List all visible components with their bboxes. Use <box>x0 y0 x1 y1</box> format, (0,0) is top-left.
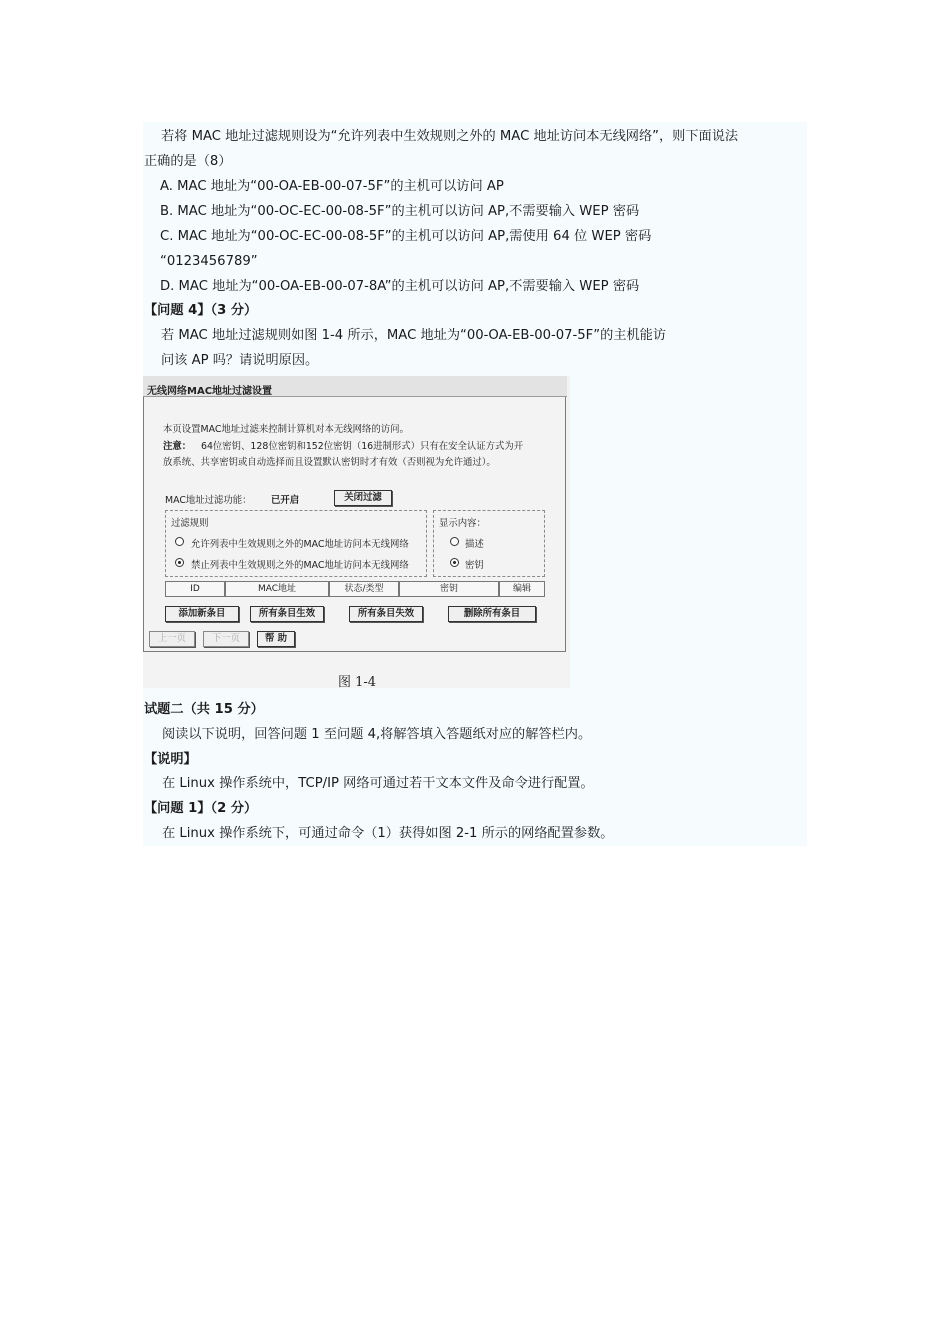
disable-all-button[interactable]: 所有条目失效 <box>349 606 423 622</box>
explain-heading: 【说明】 <box>144 752 197 767</box>
question3-stem-line2: 正确的是（8） <box>144 154 232 169</box>
option-c-continued: “0123456789” <box>160 254 258 269</box>
option-d: D. MAC 地址为“00-OA-EB-00-07-8A”的主机可以访问 AP,不需要输入 WEP 密码 <box>160 279 640 294</box>
column-header-mac: MAC地址 <box>225 581 329 597</box>
column-header-id: ID <box>165 581 225 597</box>
q4-text-line1: 若 MAC 地址过滤规则如图 1-4 所示，MAC 地址为“00-OA-EB-00-07-5F”的主机能访 <box>161 328 667 343</box>
display-desc-radio[interactable] <box>450 537 459 546</box>
rule-deny-label: 禁止列表中生效规则之外的MAC地址访问本无线网络 <box>191 560 409 571</box>
rule-allow-label: 允许列表中生效规则之外的MAC地址访问本无线网络 <box>191 539 409 550</box>
display-key-radio[interactable] <box>450 558 459 567</box>
figure-note-line1: 64位密钥、128位密钥和152位密钥（16进制形式）只有在安全认证方式为开 <box>201 441 524 452</box>
column-header-key: 密钥 <box>399 581 499 597</box>
display-desc-label: 描述 <box>465 539 484 550</box>
prev-page-button[interactable]: 上一页 <box>149 631 195 647</box>
add-entry-button[interactable]: 添加新条目 <box>165 606 239 622</box>
figure-note-line2: 放系统、共享密钥或自动选择而且设置默认密钥时才有效（否则视为允许通过）。 <box>163 457 496 468</box>
test2-intro: 阅读以下说明，回答问题 1 至问题 4,将解答填入答题纸对应的解答栏内。 <box>162 727 592 742</box>
close-filter-button[interactable]: 关闭过滤 <box>334 490 392 506</box>
figure-title: 无线网络MAC地址过滤设置 <box>147 386 273 397</box>
q1-heading: 【问题 1】（2 分） <box>144 801 258 816</box>
display-content-label: 显示内容： <box>439 518 486 529</box>
q4-heading: 【问题 4】（3 分） <box>144 303 258 318</box>
mac-filter-status: 已开启 <box>271 495 300 506</box>
delete-all-button[interactable]: 删除所有条目 <box>448 606 536 622</box>
column-header-edit: 编辑 <box>499 581 545 597</box>
test2-heading: 试题二（共 15 分） <box>144 702 264 717</box>
figure-note-label: 注意： <box>163 441 192 452</box>
rule-allow-radio[interactable] <box>175 537 184 546</box>
explain-text: 在 Linux 操作系统中，TCP/IP 网络可通过若干文本文件及命令进行配置。 <box>162 776 594 791</box>
help-button[interactable]: 帮 助 <box>257 631 295 647</box>
figure-1-4 <box>143 376 570 688</box>
option-b: B. MAC 地址为“00-OC-EC-00-08-5F”的主机可以访问 AP,不需要输入 WEP 密码 <box>160 204 640 219</box>
q4-text-line2: 问该 AP 吗？请说明原因。 <box>161 353 319 368</box>
display-key-label: 密钥 <box>465 560 484 571</box>
enable-all-button[interactable]: 所有条目生效 <box>250 606 324 622</box>
q1-text: 在 Linux 操作系统下，可通过命令（1）获得如图 2-1 所示的网络配置参数。 <box>162 826 614 841</box>
figure-description: 本页设置MAC地址过滤来控制计算机对本无线网络的访问。 <box>163 424 409 435</box>
option-c: C. MAC 地址为“00-OC-EC-00-08-5F”的主机可以访问 AP,需使用 64 位 WEP 密码 <box>160 229 652 244</box>
figure-caption: 图 1-4 <box>338 675 377 690</box>
option-a: A. MAC 地址为“00-OA-EB-00-07-5F”的主机可以访问 AP <box>160 179 504 194</box>
next-page-button[interactable]: 下一页 <box>203 631 249 647</box>
filter-rules-label: 过滤规则 <box>171 518 209 529</box>
question3-stem-line1: 若将 MAC 地址过滤规则设为“允许列表中生效规则之外的 MAC 地址访问本无线网络”，则下面说法 <box>161 129 739 144</box>
mac-filter-label: MAC地址过滤功能： <box>165 495 252 506</box>
column-header-status: 状态/类型 <box>329 581 399 597</box>
rule-deny-radio[interactable] <box>175 558 184 567</box>
